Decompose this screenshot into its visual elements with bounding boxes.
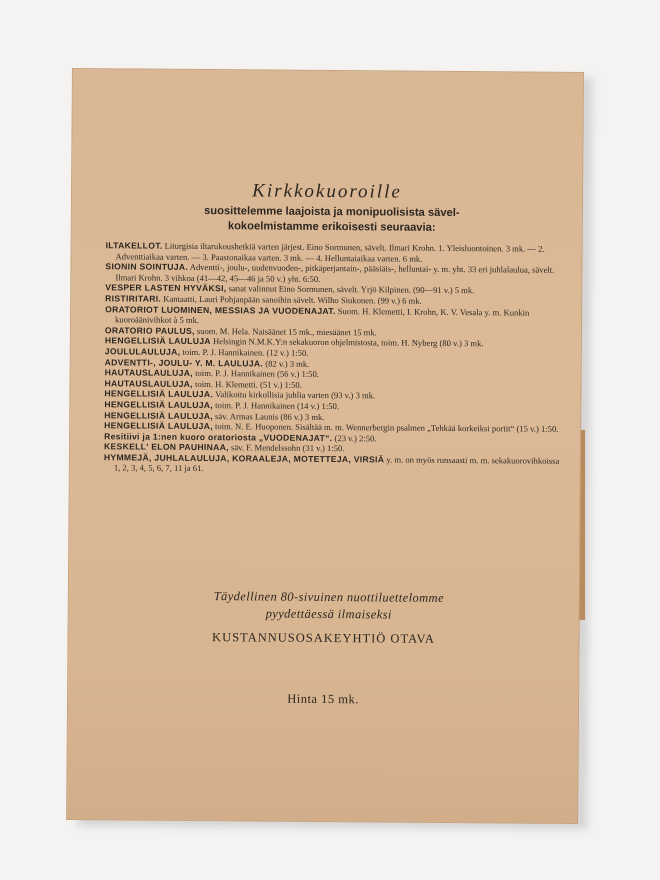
entry-text: (23 v.) 2:50.	[334, 432, 377, 444]
entry-heading: JOULULAULUJA,	[104, 346, 181, 357]
intro-line-1: suosittelemme laajoista ja monipuolisista sävel-	[204, 205, 460, 220]
catalog-list	[104, 240, 562, 477]
entry-heading: ILTAKELLOT.	[105, 240, 163, 251]
entry-text: toim. P. J. Hannikainen (14 v.) 1:50.	[215, 400, 340, 412]
entry-text: Adventti-, joulu-, uudenvuoden-, pitkäperjantain-, pääsiäis-, helluntai- y. m. yht. 33 eri juhlalaulua, sävelt. Ilmari Krohn. 3 vihkoa (41—42, 45—46 ja 50 v.) yht. 6:50.	[115, 262, 555, 284]
entry-heading: ADVENTTI-, JOULU- Y. M. LAULUJA.	[104, 356, 264, 369]
entry-heading: HAUTAUSLAULUJA,	[104, 377, 193, 389]
entry-heading: VESPER LASTEN HYVÄKSI,	[105, 282, 227, 294]
intro-text	[112, 203, 552, 236]
entry-text: Liturgisia iltarukoushetkiä varten järjest. Eino Sormunen, sävelt. Ilmari Krohn. 1. Yleisluontoinen. 3 mk. — 2. Adventtiaikaa varten. — 3. Paastonaikaa varten. 3 mk. — 4. Helluntaiaikaa varten. 6 mk.	[115, 240, 545, 264]
entry-heading: HENGELLISIÄ LAULUJA,	[104, 420, 213, 432]
entry-text: y. m. on myös runsaasti m. m. sekakuorovihkoissa 1, 2, 3, 4, 5, 6, 7, 11 ja 61.	[113, 454, 560, 474]
entry-text: säv. F. Mendelssohn (31 v.) 1:50.	[230, 442, 345, 454]
entry-text: toim. P. J. Hannikainen (56 v.) 1:50.	[195, 368, 319, 380]
entry-text: Helsingin N.M.K.Y:n sekakuoron ohjelmistosta, toim. H. Nyberg (80 v.) 3 mk.	[212, 336, 484, 349]
entry-heading: HAUTAUSLAULUJA,	[104, 367, 194, 379]
entry-heading: Resitiivi ja 1:nen kuoro oratoriosta „VUODENAJAT“.	[104, 430, 333, 443]
entry-heading: HYMMEJÄ, JUHLALAULUJA, KORAALEJA, MOTETTEJA, VIRSIÄ	[103, 452, 385, 465]
price-label: Hinta 15 mk.	[287, 691, 359, 707]
entry-heading: HENGELLISIÄ LAULUJA	[104, 335, 211, 347]
entry-text: säv. Armas Launis (86 v.) 3 mk.	[215, 410, 325, 422]
entry-text: Suom. H. Klemetti, I. Krohn, K. V. Vesala y. m. Kunkin kuoroäänivihkot à 5 mk.	[114, 305, 530, 326]
entry-text: toim. P. J. Hannikainen. (12 v.) 1:50.	[182, 346, 309, 358]
entry-text: Kantaatti, Lauri Pohjanpään sanoihin sävelt. Wilho Siukonen. (99 v.) 6 mk.	[163, 293, 422, 306]
entry-heading: KESKELL' ELON PAUHINAA,	[103, 441, 229, 453]
note-line-2: pyydettäessä ilmaiseksi	[265, 606, 392, 622]
entry-heading: HENGELLISIÄ LAULUJA,	[104, 399, 214, 411]
cover-content	[67, 69, 583, 823]
entry-heading: SIONIN SOINTUJA.	[105, 261, 189, 273]
entry-heading: ORATORIO PAULUS,	[104, 325, 195, 336]
booklet-back-cover	[66, 68, 584, 824]
entry-heading: HENGELLISIÄ LAULUJA.	[104, 388, 214, 400]
entry-text: suom. M. Hela. Naisäänet 15 mk., miesäänet 15 mk.	[196, 325, 377, 338]
entry-text: (82 v.) 3 mk.	[265, 358, 310, 369]
intro-line-2: kokoelmistamme erikoisesti seuraavia:	[227, 220, 436, 234]
note-line-1: Täydellinen 80-sivuinen nuottiluettelomme	[213, 589, 445, 605]
entry-text: toim. H. Klemetti. (51 v.) 1:50.	[195, 378, 302, 390]
catalog-note	[109, 587, 549, 624]
publisher-name: KUSTANNUSOSAKEYHTIÖ OTAVA	[212, 630, 436, 646]
entry-text: Valikoitu kirkollisia juhlia varten (93 v.) 3 mk.	[215, 389, 376, 401]
page-title: Kirkkokuoroille	[252, 180, 402, 203]
entry-text: toim. N. E. Huoponen. Sisältää m. m. Wennerbergin psalmen „Tehkää korkeiksi portit“ (15 v.) 1:50.	[214, 421, 559, 434]
entry-text: sanat valinnut Eino Sormunen, sävelt. Yrjö Kilpinen. (90—91 v.) 5 mk.	[228, 283, 475, 296]
catalog-entry	[104, 452, 560, 477]
entry-heading: RISTIRITARI.	[105, 293, 162, 304]
entry-heading: ORATORIOT LUOMINEN, MESSIAS JA VUODENAJAT.	[105, 303, 336, 316]
entry-heading: HENGELLISIÄ LAULUJA,	[104, 409, 213, 421]
